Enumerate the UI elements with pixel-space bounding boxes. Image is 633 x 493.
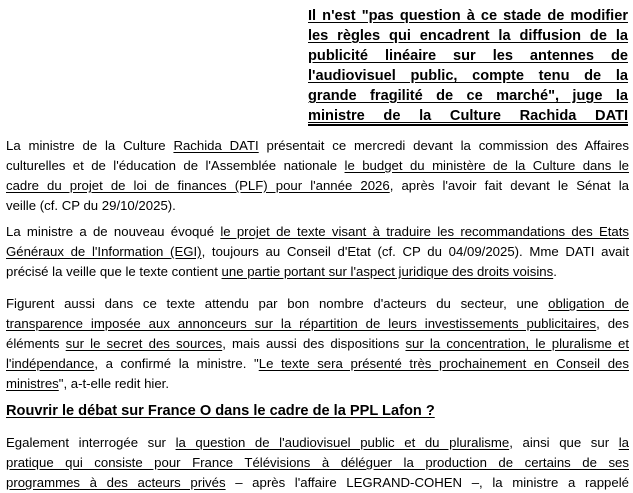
link-pratique-france-televisions[interactable]: la	[618, 435, 629, 450]
link-obligation-transparence[interactable]: obligation de	[548, 296, 630, 311]
text-run: précisé la veille que le texte contient	[6, 264, 222, 279]
text-line	[6, 242, 629, 262]
text-run: , toujours au Conseil d'Etat (cf. CP du 04/09/2025). Mme DATI avait	[201, 244, 629, 259]
headline-quote	[308, 6, 628, 126]
link-budget-culture[interactable]: le budget du ministère de la Culture dans le	[344, 158, 629, 173]
text-line	[6, 334, 629, 354]
headline-divider	[308, 124, 628, 126]
link-secret-sources[interactable]: sur le secret des sources	[65, 336, 223, 351]
text-run: – après l'affaire LEGRAND-COHEN –, la ministre a rappelé	[225, 475, 629, 490]
headline-line: Il n'est "pas question à ce stade de modifier	[308, 8, 628, 24]
text-run: , des	[596, 316, 629, 331]
text-run: culturelles et de l'éducation de l'Assemblée nationale	[6, 158, 345, 173]
text-line	[6, 294, 629, 314]
link-conseil-ministres[interactable]: Le texte sera présenté très prochainement en Conseil des	[258, 356, 629, 371]
text-line	[6, 314, 629, 334]
text-line	[6, 196, 629, 216]
link-rachida-dati[interactable]: Rachida DATI	[173, 138, 259, 153]
text-run: Figurent aussi dans ce texte attendu par bon nombre d'acteurs du secteur, une	[6, 296, 549, 311]
text-line	[6, 473, 629, 493]
body-paragraph-4	[6, 433, 629, 493]
text-run: Egalement interrogée sur	[6, 435, 176, 450]
text-line	[6, 176, 629, 196]
text-run: La ministre de la Culture	[6, 138, 174, 153]
text-run: , a confirmé la ministre. "	[94, 356, 259, 371]
text-line	[6, 453, 629, 473]
text-run: présentait ce mercredi devant la commission des Affaires	[258, 138, 629, 153]
headline-line: les règles qui encadrent la diffusion de la	[308, 28, 628, 44]
link-pratique-france-televisions[interactable]: programmes à des acteurs privés	[6, 475, 226, 490]
body-paragraph-1	[6, 136, 629, 216]
headline-line: grande fragilité de ce marché", juge la	[308, 88, 628, 104]
headline-line: ministre de la Culture Rachida DATI	[308, 108, 628, 124]
text-run: , mais aussi des dispositions	[222, 336, 406, 351]
text-line	[6, 156, 629, 176]
link-droits-voisins[interactable]: une partie portant sur l'aspect juridique des droits voisins	[221, 264, 554, 279]
link-audiovisuel-public[interactable]: la question de l'audiovisuel public et du pluralisme	[175, 435, 510, 450]
text-run: ", a-t-elle redit hier.	[58, 376, 169, 391]
link-projet-texte-egi[interactable]: le projet de texte visant à traduire les recommandations des Etats	[220, 224, 629, 239]
link-pratique-france-televisions[interactable]: pratique qui consiste pour France Télévisions à déléguer la production de certains de ses	[6, 455, 629, 470]
text-line	[6, 354, 629, 374]
link-projet-texte-egi[interactable]: Généraux de l'Information (EGI)	[6, 244, 202, 259]
link-budget-culture[interactable]: cadre du projet de loi de finances (PLF) pour l'année 2026	[6, 178, 390, 193]
headline-line: publicité linéaire sur les antennes de	[308, 48, 628, 64]
link-obligation-transparence[interactable]: transparence imposée aux annonceurs sur la répartition de leurs investissements publicitaires	[6, 316, 597, 331]
text-line	[6, 433, 629, 453]
text-line	[6, 374, 629, 394]
text-run: veille (cf. CP du 29/10/2025).	[6, 198, 176, 213]
link-concentration-pluralisme[interactable]: sur la concentration, le pluralisme et	[405, 336, 629, 351]
body-paragraph-2	[6, 222, 629, 282]
text-line	[6, 222, 629, 242]
link-concentration-pluralisme[interactable]: l'indépendance	[6, 356, 95, 371]
text-run: .	[553, 264, 557, 279]
body-paragraph-3	[6, 294, 629, 394]
text-run: , ainsi que sur	[509, 435, 619, 450]
section-heading: Rouvrir le débat sur France O dans le cadre de la PPL Lafon ?	[6, 403, 435, 419]
headline-line: l'audiovisuel public, compte tenu de la	[308, 68, 628, 84]
link-conseil-ministres[interactable]: ministres	[6, 376, 59, 391]
text-line	[6, 136, 629, 156]
text-run: , après l'avoir fait devant le Sénat la	[389, 178, 629, 193]
text-run: éléments	[6, 336, 66, 351]
text-line	[6, 262, 629, 282]
text-run: La ministre a de nouveau évoqué	[6, 224, 221, 239]
